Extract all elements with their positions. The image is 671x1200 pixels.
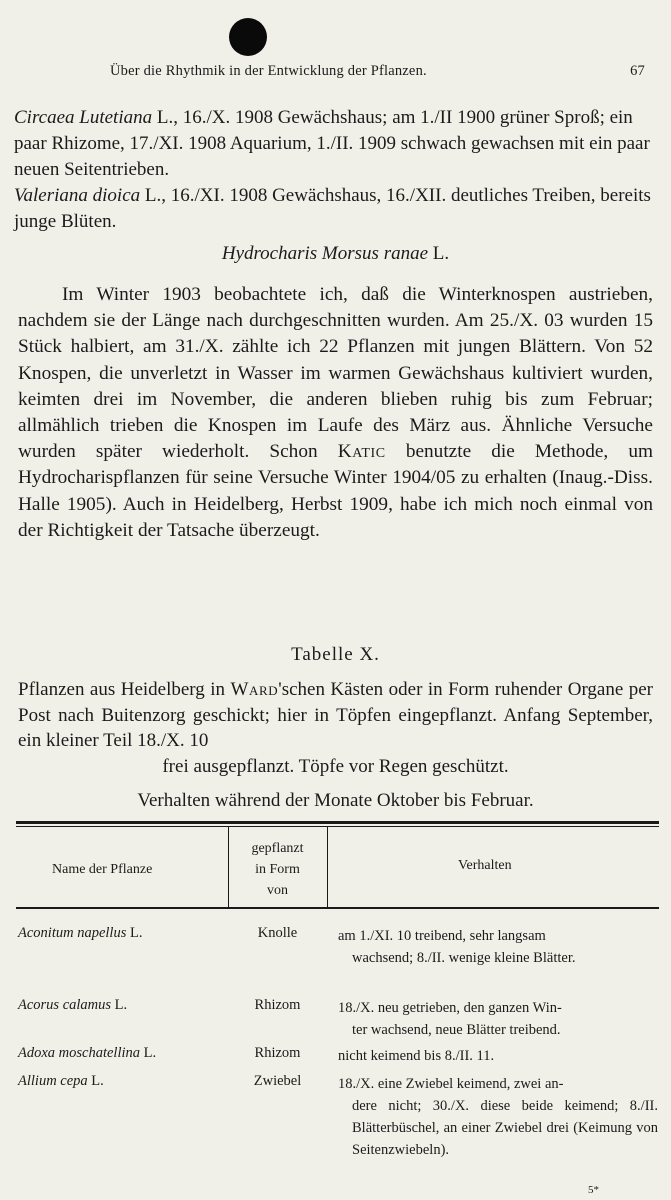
black-dot-mark: [229, 18, 267, 56]
row-species: [18, 1073, 228, 1090]
row-species: [18, 997, 228, 1014]
paragraph-part2: benutzte die Methode, um Hydrocharispflanzen für seine Versuche Winter 1904/05 zu erhalten (Inaug.-Diss. Halle 1905). Auch in Heidelberg, Herbst 1909, habe ich mich noch einmal von der Richtigkeit der Tatsache überzeugt.: [18, 441, 653, 541]
row-species: [18, 1045, 228, 1062]
table-header-verhalten: Verhalten: [458, 858, 512, 873]
entry-species: Valeriana dioica: [14, 185, 141, 206]
table-top-rule-thin: [16, 826, 659, 827]
running-title: Über die Rhythmik in der Entwicklung der Pflanzen.: [110, 63, 427, 79]
body-paragraph: [18, 282, 653, 544]
species-author: L.: [129, 925, 143, 941]
verhalten-continuation: dere nicht; 30./X. diese beide keimend; 8./II. Blätterbüschel, an einer Zwiebel drei (Keimung von Seitenzwiebeln).: [352, 1098, 658, 1158]
caption-name-ward: Ward: [230, 679, 279, 700]
page-number: 67: [630, 63, 645, 79]
table-header-name: Name der Pflanze: [52, 862, 153, 877]
header-form-line: in Form: [255, 862, 300, 877]
table-header-form: [228, 838, 327, 901]
caption-part-b: 'schen Kästen oder in Form ruhender Organe per Post nach Buitenzorg geschickt; hier in Töpfen eingepflanzt. Anfang September, ein kleiner Teil 18./X. 10: [18, 679, 654, 751]
author-name-katic: Katic: [337, 441, 386, 463]
verhalten-continuation: wachsend; 8./II. wenige kleine Blätter.: [352, 950, 576, 966]
species-name: Adoxa moschatellina: [18, 1045, 141, 1061]
row-form: Rhizom: [254, 997, 301, 1013]
row-verhalten: [338, 997, 658, 1041]
row-form: Zwiebel: [253, 1073, 302, 1089]
species-entries: [14, 105, 653, 235]
species-author: L.: [91, 1073, 104, 1089]
header-form-line: gepflanzt: [251, 841, 304, 856]
verhalten-first-line: am 1./XI. 10 treibend, sehr langsam: [338, 928, 546, 944]
section-heading: [0, 243, 671, 265]
running-header: [110, 63, 645, 80]
section-author: L.: [432, 243, 450, 264]
species-author: L.: [143, 1045, 157, 1061]
entry-text: 16./X. 1908 Gewächshaus; am 1./II 1900 grüner Sproß; ein paar Rhizome, 17./XI. 1908 Aquarium, 1./II. 1909 schwach gewachsen mit ein paar neuen Seitentrieben.: [14, 107, 650, 180]
verhalten-first-line: 18./X. neu getrieben, den ganzen Win-: [338, 1000, 562, 1016]
verhalten-first-line: 18./X. eine Zwiebel keimend, zwei an-: [338, 1076, 564, 1092]
entry-author: L.,: [144, 185, 166, 206]
species-name: Acorus calamus: [18, 997, 112, 1013]
row-verhalten: [338, 1045, 658, 1067]
table-title: Tabelle X.: [291, 644, 380, 665]
row-form: Rhizom: [254, 1045, 301, 1061]
table-subcaption: Verhalten während der Monate Oktober bis Februar.: [137, 790, 534, 811]
section-species: Hydrocharis Morsus ranae: [221, 243, 429, 264]
species-name: Allium cepa: [18, 1073, 88, 1089]
caption-part-c: frei ausgepflanzt. Töpfe vor Regen geschützt.: [162, 755, 509, 777]
row-verhalten: [338, 1073, 658, 1161]
verhalten-continuation: ter wachsend, neue Blätter treibend.: [352, 1022, 561, 1038]
entry-text: 16./XI. 1908 Gewächshaus, 16./XII. deutliches Treiben, bereits junge Blüten.: [14, 185, 651, 232]
entry-valeriana: [14, 183, 653, 235]
entry-species: Circaea Lutetiana: [14, 107, 153, 128]
table-column-divider: [327, 827, 328, 907]
entry-circaea: [14, 105, 653, 183]
table-top-rule: [16, 821, 659, 824]
species-name: Aconitum napellus: [18, 925, 127, 941]
entry-author: L.,: [156, 107, 178, 128]
row-form: Knolle: [257, 925, 298, 941]
table-caption: [18, 677, 653, 779]
paragraph-part1: Im Winter 1903 beobachtete ich, daß die Winterknospen austrieben, nachdem sie der Länge nach durchgeschnitten wurden. Am 25./X. 03 wurden 15 Stück halbiert, am 31./X. zählte ich 22 Pflanzen mit jungen Blättern. Von 52 Knospen, die unverletzt in Wasser im warmen Gewächshaus kultiviert wurden, keimten drei im November, die anderen blieben ruhig bis zum Februar; allmählich trieben die Knospen im Laufe des März aus. Ähnliche Versuche wurden später wiederholt. Schon: [18, 284, 653, 463]
signature-mark: 5*: [588, 1184, 599, 1196]
row-species: [18, 925, 228, 942]
species-author: L.: [114, 997, 128, 1013]
table-header-rule: [16, 907, 659, 909]
header-form-line: von: [267, 883, 288, 898]
row-verhalten: [338, 925, 658, 969]
verhalten-first-line: nicht keimend bis 8./II. 11.: [338, 1048, 495, 1064]
caption-part-a: Pflanzen aus Heidelberg in: [18, 679, 226, 700]
